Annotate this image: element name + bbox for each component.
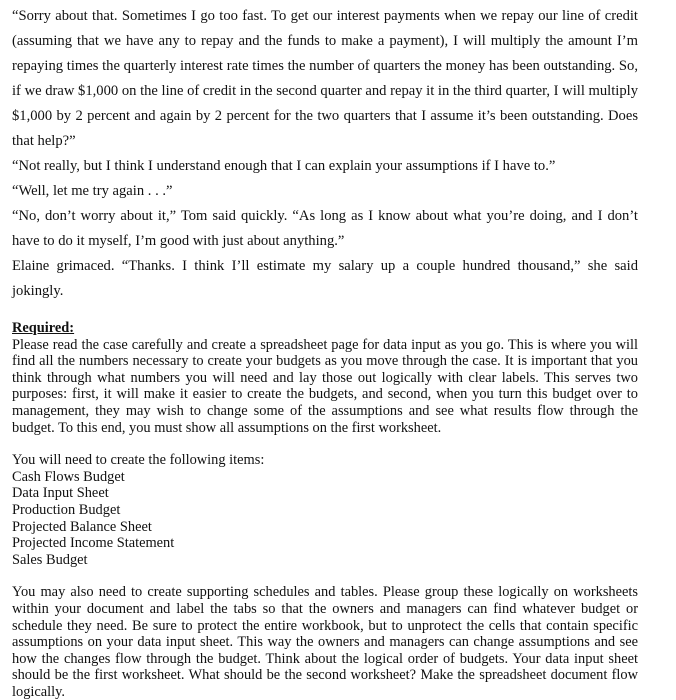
required-heading: Required: [12,320,75,336]
items-list [12,469,638,569]
list-item: Cash Flows Budget [12,468,125,485]
required-intro: Please read the case carefully and create a spreadsheet page for data input as you go. This is where you will find all the numbers necessary to create your budgets as you move through the case. It is important that you think through what numbers you will need and lay those out logically with clear labels. This serves two purposes: first, it will make it easier to create the budgets, and second, when you turn this budget over to management, they may wish to change some of the assumptions and see what results flow through the budget. To this end, you must show all assumptions on the first worksheet. [12,336,638,436]
required-closing: You may also need to create supporting schedules and tables. Please group these logically on worksheets within your document and label the tabs so that the owners and managers can find whatever budget or schedule they need. Be sure to protect the entire workbook, but to unprotect the cells that contain specific assumptions on your data input sheet. This way the owners and managers can change assumptions and see how the changes flow through the budget. Think about the logical order of budgets. Your data input sheet should be the first worksheet. What should be the second worksheet? Make the spreadsheet document flow logically. [12,584,638,700]
case-dialogue [12,4,638,304]
items-intro: You will need to create the following items: [12,452,265,469]
list-item: Data Input Sheet [12,485,109,502]
dialogue-paragraph: “Well, let me try again . . .” [12,183,173,199]
list-item: Production Budget [12,501,121,518]
required-section [12,320,638,700]
dialogue-paragraph: “Not really, but I think I understand enough that I can explain your assumptions if I have to.” [12,158,556,174]
dialogue-paragraph: “No, don’t worry about it,” Tom said quickly. “As long as I know about what you’re doing, and I don’t have to do it myself, I’m good with just about anything.” [12,208,638,249]
dialogue-paragraph: Elaine grimaced. “Thanks. I think I’ll estimate my salary up a couple hundred thousand,” she said jokingly. [12,258,638,299]
list-item: Projected Balance Sheet [12,518,152,535]
list-item: Projected Income Statement [12,535,175,552]
dialogue-paragraph: “Sorry about that. Sometimes I go too fast. To get our interest payments when we repay our line of credit (assuming that we have any to repay and the funds to make a payment), I will multiply the amount I’m repaying times the quarterly interest rate times the number of quarters the money has been outstanding. So, if we draw $1,000 on the line of credit in the second quarter and repay it in the third quarter, I will multiply $1,000 by 2 percent and again by 2 percent for the two quarters that I assume it’s been outstanding. Does that help?” [12,8,638,149]
list-item: Sales Budget [12,551,88,568]
